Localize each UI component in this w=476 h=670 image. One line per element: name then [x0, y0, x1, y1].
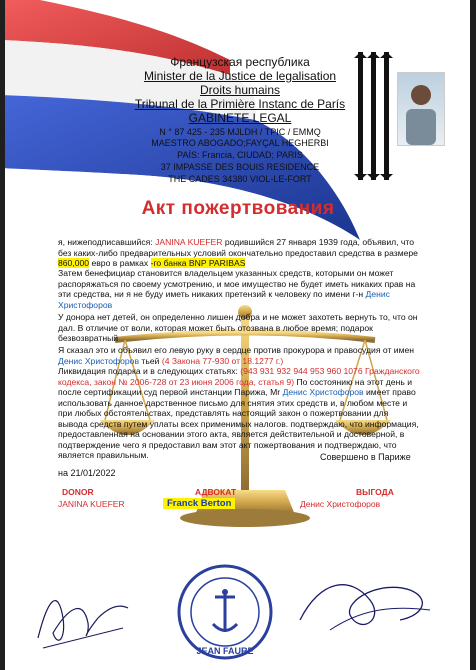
header-cabinet: GABINETE LEGAL: [188, 111, 292, 125]
header-reference: N ° 87 425 - 235 MJLDH / TPIC / EMMQ: [159, 127, 321, 137]
p2-text: Затем бенефициар становится владельцем указанных средств, которыми он может распоряжаться по своему усмотрению, и мое имущество не будет иметь никаких прав на эти средства, ни я не буду иметь никаких претензий к человеку по имени г-н: [58, 268, 416, 299]
law-reference: (4 Закона 77-930 от 18.1277 г.): [161, 355, 284, 366]
paragraph-4: [58, 345, 420, 366]
paragraph-5: [58, 366, 420, 461]
lawyer-label: АДВОКАТ: [195, 487, 237, 497]
header-ministry: Minister de la Justice de legalisation: [143, 69, 337, 83]
document-title: Акт пожертвования: [141, 198, 335, 219]
header-tribunal: Tribunal de la Primière Instanc de París: [134, 97, 346, 111]
header-country: Французская республика: [170, 55, 310, 69]
p5-text: Ликвидация подарка и в следующих статьях:: [58, 366, 241, 376]
beneficiary-name-inline-3: Денис Христофоров: [282, 387, 364, 397]
p4-text: Я сказал это и объявил его левую руку в сердце против прокурора и правосудия от имен: [58, 345, 415, 355]
header-rights: Droits humains: [199, 83, 281, 97]
donation-amount: 860,000: [58, 258, 90, 268]
header-address-line2: THE CADES 34380 VIOL-LE-FORT: [168, 174, 312, 184]
beneficiary-name-inline: Денис Христофоров: [58, 289, 390, 310]
stamp-name: JEAN FAURE: [196, 646, 254, 656]
paragraph-2: [58, 268, 420, 310]
p1-intro: я, нижеподписавшийся:: [58, 237, 156, 247]
p1-text: родившийся 27 января 1939 года, объявил, что без каких-либо предварительных условий окончательно предоставил средства в размере: [58, 237, 418, 258]
donor-signature: [28, 578, 138, 658]
left-border: [0, 0, 5, 670]
right-border: [470, 0, 476, 670]
beneficiary-name: Денис Христофоров: [300, 499, 381, 509]
signing-date: на 21/01/2022: [58, 468, 116, 478]
header-location: PAÍS: Francia, CIUDAD; PARIS: [177, 150, 303, 160]
p1-text-2: евро в рамках: [89, 258, 151, 268]
bank-name: -го банка BNP PARIBAS: [150, 258, 246, 268]
court-stamp: [175, 562, 275, 662]
beneficiary-name-inline-2: Денис Христофоров: [58, 355, 140, 366]
lawyer-name: Franck Berton: [163, 498, 235, 509]
donor-name: JANINA KUEFER: [58, 499, 125, 509]
donor-label: DONOR: [62, 487, 94, 497]
donor-name-inline: JANINA KUEFER: [155, 237, 223, 247]
place-of-signing: Совершено в Париже: [320, 452, 411, 462]
p4-text-2: тьей: [139, 355, 162, 366]
header-address-line1: 37 IMPASSE DES BOUIS RESIDENCE: [160, 162, 320, 172]
p5-text-3: имеет право использовать данное дарственное письмо для снятия этих средств и, в любом месте и при любых обстоятельствах, представлять настоящий закон о пожертвовании для вывода средств путем уплаты всех применимых налогов. подтверждаю, что информация, предоставленная на основании этого акта, является действительной и достоверной, в подтверждение чего я предоставил вам этот акт пожертвования и подтверждаю, что является правильным.: [58, 387, 419, 460]
p3-text: У донора нет детей, он определенно лишен добра и не может захотеть вернуть то, что он дал. В отличие от воли, которая может быть отозвана в любое время; подарок безвозвратный: [58, 312, 418, 343]
beneficiary-signature: [290, 560, 440, 650]
header-lawyer: MAESTRO ABOGADO;FAYÇAL HEGHERBI: [151, 138, 329, 148]
beneficiary-label: ВЫГОДА: [356, 487, 394, 497]
p5-text-2: По состоянию на этот день и после сертификации суд первой инстанции Парижа, Mr: [58, 376, 412, 397]
paragraph-1: [58, 237, 420, 269]
civil-code-reference: (943 931 932 944 953 960 1076 Гражданского кодекса, закон № 2006-728 от 23 июня 2006 года, статья 9): [58, 366, 420, 387]
profile-photo: [397, 72, 445, 146]
paragraph-3: [58, 312, 420, 344]
